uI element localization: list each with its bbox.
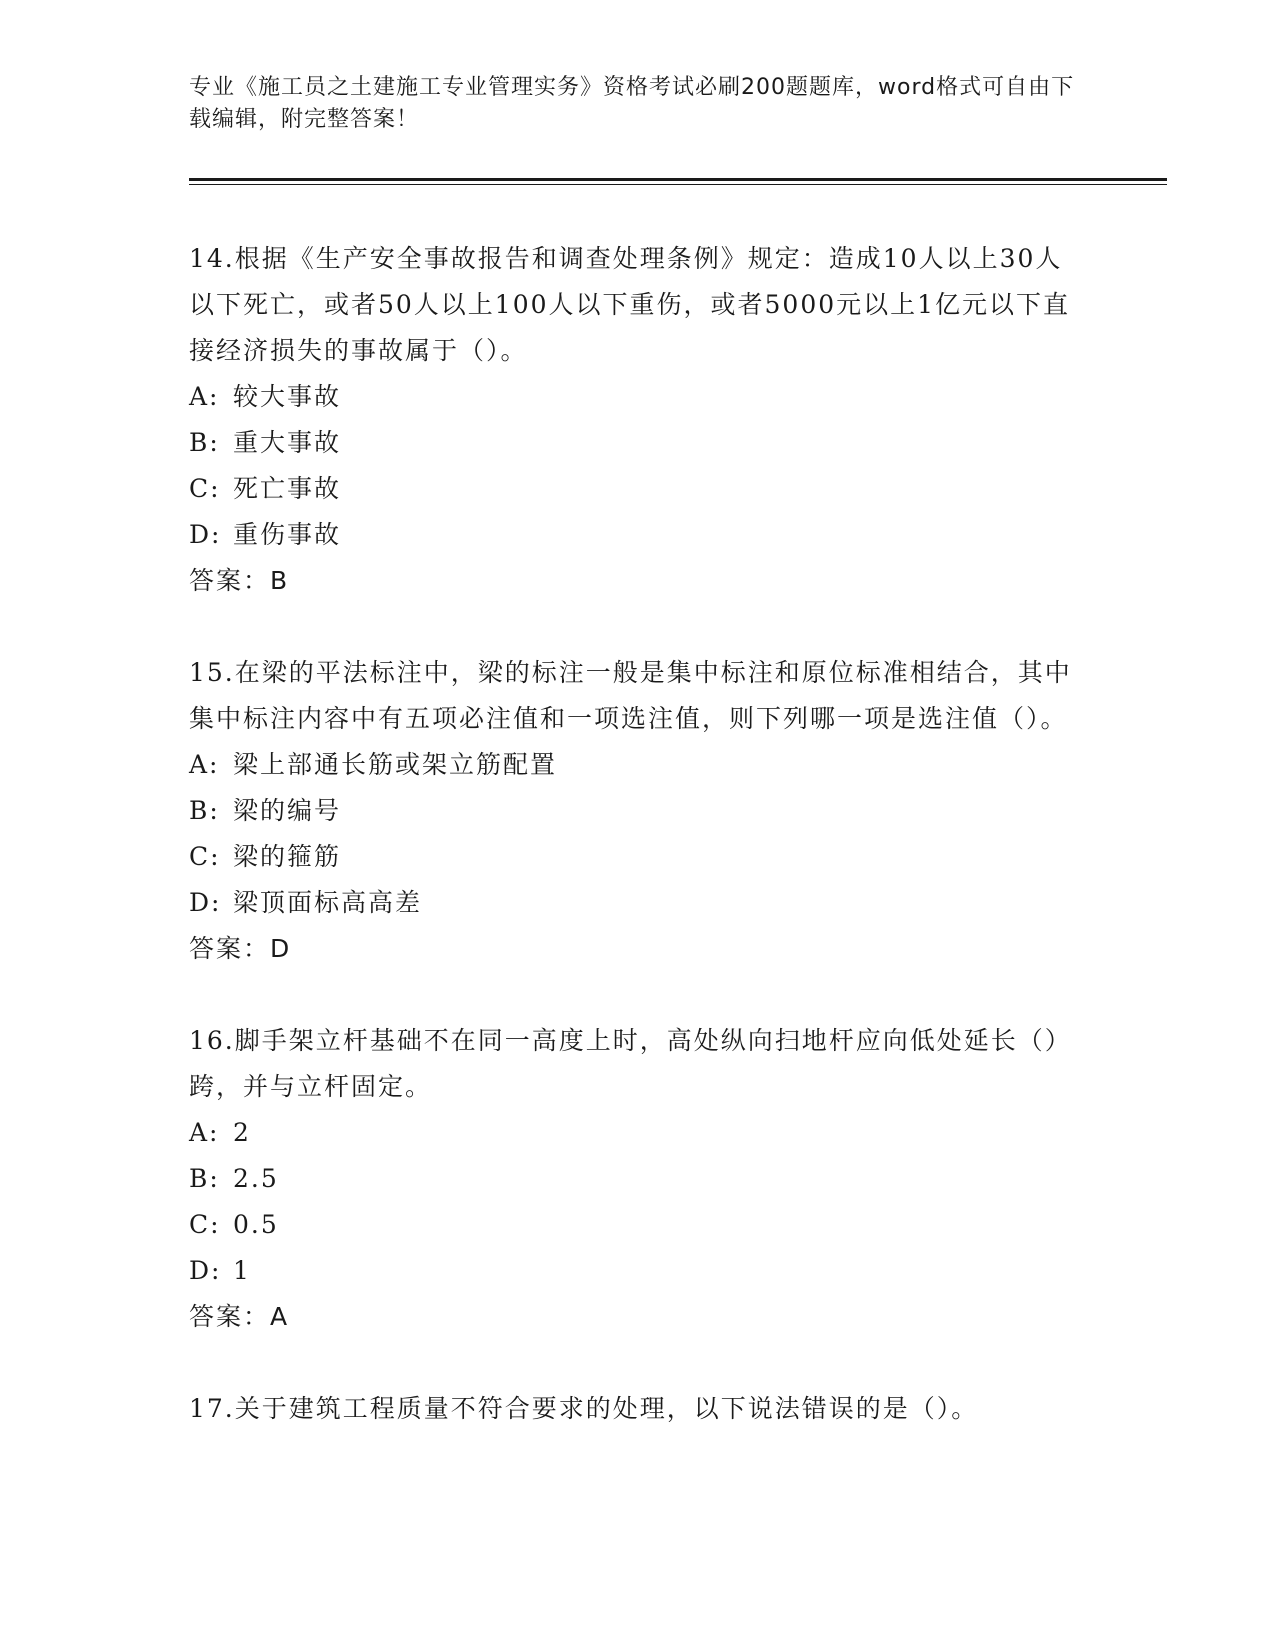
option-b [189,1156,1089,1202]
option-key: C: [189,1210,221,1239]
option-b [189,788,1089,834]
option-c [189,834,1089,880]
option-key: B: [189,796,220,825]
question-16 [189,1018,1089,1340]
option-text: 死亡事故 [233,474,342,503]
question-14 [189,236,1089,604]
option-c [189,466,1089,512]
option-text: 梁顶面标高高差 [233,888,423,917]
answer: 答案：D [189,934,292,963]
header-title: 专业《施工员之土建施工专业管理实务》资格考试必刷200题题库，word格式可自由下载编辑，附完整答案！ [189,75,1075,132]
question-17 [189,1386,1089,1432]
option-key: D: [189,520,222,549]
question-stem: 17.关于建筑工程质量不符合要求的处理，以下说法错误的是（）。 [189,1394,979,1423]
option-text: 2.5 [233,1164,279,1193]
question-15 [189,650,1089,972]
option-text: 2 [233,1118,251,1147]
option-key: C: [189,474,221,503]
option-key: A: [189,750,220,779]
answer: 答案：A [189,1302,290,1331]
option-key: A: [189,382,220,411]
header-divider-thin [189,184,1167,185]
question-stem: 14.根据《生产安全事故报告和调查处理条例》规定：造成10人以上30人以下死亡，或者50人以上100人以下重伤，或者5000元以上1亿元以下直接经济损失的事故属于（）。 [189,244,1071,365]
question-list [189,236,1089,1478]
option-text: 0.5 [233,1210,279,1239]
option-key: C: [189,842,221,871]
option-text: 梁的编号 [233,796,342,825]
option-text: 梁的箍筋 [233,842,342,871]
question-stem: 15.在梁的平法标注中，梁的标注一般是集中标注和原位标准相结合，其中集中标注内容中有五项必注值和一项选注值，则下列哪一项是选注值（）。 [189,658,1072,733]
option-a [189,1110,1089,1156]
option-key: D: [189,1256,222,1285]
option-key: B: [189,428,220,457]
header-divider-thick [189,178,1167,181]
option-text: 1 [233,1256,251,1285]
option-text: 重伤事故 [233,520,342,549]
option-d [189,512,1089,558]
option-key: B: [189,1164,220,1193]
option-text: 重大事故 [233,428,342,457]
answer: 答案：B [189,566,290,595]
question-stem: 16.脚手架立杆基础不在同一高度上时，高处纵向扫地杆应向低处延长（）跨，并与立杆固定。 [189,1026,1072,1101]
option-d [189,880,1089,926]
option-b [189,420,1089,466]
option-key: A: [189,1118,220,1147]
option-a [189,742,1089,788]
option-d [189,1248,1089,1294]
option-text: 较大事故 [233,382,342,411]
option-c [189,1202,1089,1248]
option-key: D: [189,888,222,917]
option-text: 梁上部通长筋或架立筋配置 [233,750,558,779]
document-header [189,72,1089,136]
option-a [189,374,1089,420]
